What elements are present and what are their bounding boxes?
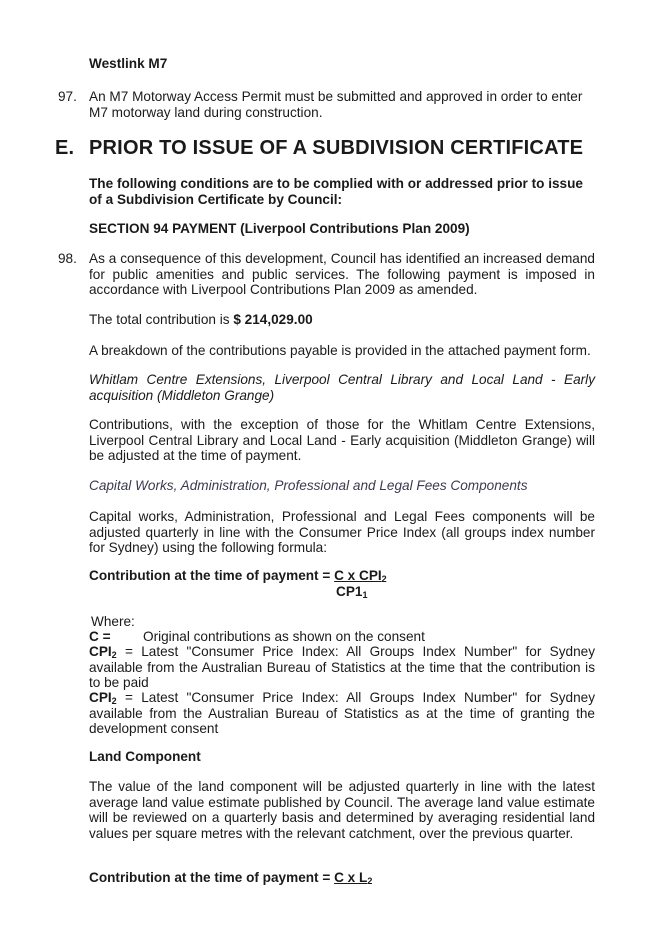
westlink-heading: Westlink M7 — [89, 56, 168, 71]
section-e-letter: E. — [55, 137, 75, 159]
cpi2b-text: Latest "Consumer Price Index: All Groups Index Number" for Sydney available from the Australian Bureau of Statistics as at the time of granting the development consent — [89, 690, 595, 736]
cpi2-text: Latest "Consumer Price Index: All Groups Index Number" for Sydney available from the Australian Bureau of Statistics at the time that the contribution is to be paid — [89, 644, 595, 690]
capital-works-paragraph: Capital works, Administration, Professional and Legal Fees components will be adjusted quarterly in line with the Consumer Price Index (all groups index number for Sydney) using the following formula: — [89, 509, 595, 555]
land-component-heading: Land Component — [89, 749, 201, 764]
breakdown-text: A breakdown of the contributions payable is provided in the attached payment form. — [89, 343, 591, 358]
item-97-text: An M7 Motorway Access Permit must be submitted and approved in order to enter M7 motorway land during construction. — [89, 89, 583, 120]
formula-1 — [89, 568, 387, 583]
whitlam-italic: Whitlam Centre Extensions, Liverpool Central Library and Local Land - Early acquisition (Middleton Grange) — [89, 372, 595, 403]
formula-1-denominator: $CP1_1$ — [336, 584, 368, 600]
c-label: C = — [89, 629, 111, 644]
item-97-number: 97. — [58, 89, 77, 104]
item-98-number: 98. — [58, 251, 77, 266]
where-cpi2-payment: $CPI_2$ = Latest "Consumer Price Index: All Groups Index Number" for Sydney available from the Australian Bureau of Statistics at the time that the contribution is to be paid — [89, 644, 595, 690]
formula-1-numerator: C x $CPI_2$ — [334, 568, 387, 584]
section-e-title: PRIOR TO ISSUE OF A SUBDIVISION CERTIFICATE — [89, 137, 584, 159]
cpi2b-label: $CPI_2$ — [89, 690, 117, 706]
where-label: Where: — [91, 614, 135, 629]
item-98-text: As a consequence of this development, Council has identified an increased demand for public amenities and public services. The following payment is imposed in accordance with Liverpool Contributions Plan 2009 as amended. — [89, 251, 595, 297]
total-prefix: The total contribution is — [89, 312, 234, 327]
land-component-paragraph: The value of the land component will be adjusted quarterly in line with the latest average land value estimate published by Council. The average land value estimate will be reviewed on a quarterly basis and determined by averaging residential land values per square metres with the relevant catchment, over the previous quarter. — [89, 779, 595, 841]
formula-1-prefix: Contribution at the time of payment = — [89, 568, 335, 583]
total-amount: $ 214,029.00 — [233, 312, 313, 327]
c-text: Original contributions as shown on the consent — [143, 629, 425, 644]
cpi2-label: $CPI_2$ — [89, 644, 117, 660]
where-c — [89, 629, 595, 645]
total-contribution — [89, 312, 595, 328]
where-cpi2-consent: $CPI_2$ = Latest "Consumer Price Index: All Groups Index Number" for Sydney available from the Australian Bureau of Statistics as at the time of granting the development consent — [89, 690, 595, 736]
contributions-paragraph: Contributions, with the exception of those for the Whitlam Centre Extensions, Liverpool Central Library and Local Land - Early acquisition (Middleton Grange) will be adjusted at the time of payment. — [89, 417, 595, 463]
formula-2-prefix: Contribution at the time of payment = — [89, 870, 335, 885]
intro-conditions: The following conditions are to be complied with or addressed prior to issue of a Subdivision Certificate by Council: — [89, 176, 583, 207]
section-94-heading: SECTION 94 PAYMENT (Liverpool Contributions Plan 2009) — [89, 221, 470, 236]
formula-2 — [89, 870, 372, 885]
section-e-heading — [55, 137, 583, 160]
capital-works-italic: Capital Works, Administration, Professional and Legal Fees Components — [89, 478, 528, 493]
formula-2-expression: C x $L_2$ — [334, 870, 373, 886]
